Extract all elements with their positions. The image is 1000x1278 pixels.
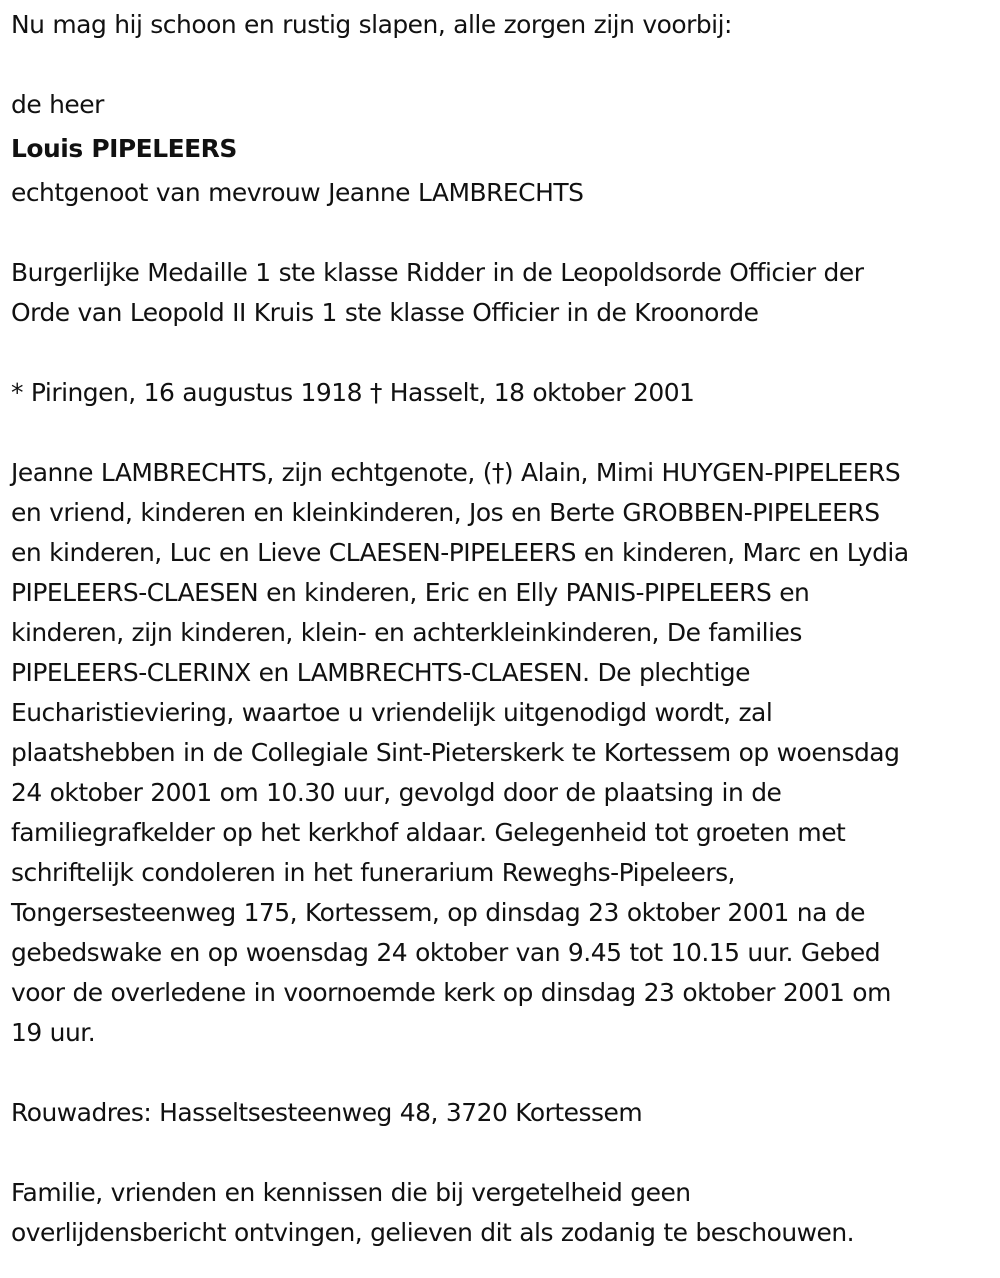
paragraph-line: 24 oktober 2001 om 10.30 uur, gevolgd door de plaatsing in de	[11, 778, 782, 807]
paragraph-line: Tongersesteenweg 175, Kortessem, op dinsdag 23 oktober 2001 na de	[11, 898, 865, 927]
honours-line: Orde van Leopold II Kruis 1 ste klasse Officier in de Kroonorde	[11, 298, 759, 327]
spouse-line: echtgenoot van mevrouw Jeanne LAMBRECHTS	[11, 178, 584, 207]
paragraph-line: 19 uur.	[11, 1018, 96, 1047]
honours-paragraph	[11, 253, 993, 333]
spacer	[11, 1053, 993, 1093]
paragraph-line: en vriend, kinderen en kleinkinderen, Jos en Berte GROBBEN-PIPELEERS	[11, 498, 880, 527]
closing-line: overlijdensbericht ontvingen, gelieven dit als zodanig te beschouwen.	[11, 1218, 855, 1247]
paragraph-line: kinderen, zijn kinderen, klein- en achterkleinkinderen, De families	[11, 618, 802, 647]
closing-paragraph	[11, 1173, 993, 1253]
spacer	[11, 413, 993, 453]
paragraph-line: PIPELEERS-CLAESEN en kinderen, Eric en Elly PANIS-PIPELEERS en	[11, 578, 810, 607]
paragraph-line: familiegrafkelder op het kerkhof aldaar. Gelegenheid tot groeten met	[11, 818, 846, 847]
spacer	[11, 213, 993, 253]
paragraph-line: Jeanne LAMBRECHTS, zijn echtgenote, (†) Alain, Mimi HUYGEN-PIPELEERS	[11, 458, 901, 487]
paragraph-line: gebedswake en op woensdag 24 oktober van 9.45 tot 10.15 uur. Gebed	[11, 938, 881, 967]
birth-death-line: * Piringen, 16 augustus 1918 † Hasselt, 18 oktober 2001	[11, 378, 695, 407]
family-service-paragraph	[11, 453, 993, 1053]
paragraph-line: Eucharistieviering, waartoe u vriendelijk uitgenodigd wordt, zal	[11, 698, 773, 727]
obituary-notice	[11, 0, 993, 1253]
paragraph-line: plaatshebben in de Collegiale Sint-Pieterskerk te Kortessem op woensdag	[11, 738, 900, 767]
paragraph-line: voor de overledene in voornoemde kerk op dinsdag 23 oktober 2001 om	[11, 978, 891, 1007]
paragraph-line: schriftelijk condoleren in het funerarium Reweghs-Pipeleers,	[11, 858, 735, 887]
closing-line: Familie, vrienden en kennissen die bij vergetelheid geen	[11, 1178, 691, 1207]
intro-verse: Nu mag hij schoon en rustig slapen, alle zorgen zijn voorbij:	[11, 10, 732, 39]
spacer	[11, 1133, 993, 1173]
paragraph-line: en kinderen, Luc en Lieve CLAESEN-PIPELEERS en kinderen, Marc en Lydia	[11, 538, 909, 567]
paragraph-line: PIPELEERS-CLERINX en LAMBRECHTS-CLAESEN. De plechtige	[11, 658, 750, 687]
title-prefix: de heer	[11, 90, 104, 119]
deceased-name: Louis PIPELEERS	[11, 134, 237, 163]
spacer	[11, 333, 993, 373]
honours-line: Burgerlijke Medaille 1 ste klasse Ridder in de Leopoldsorde Officier der	[11, 258, 864, 287]
mourning-address: Rouwadres: Hasseltsesteenweg 48, 3720 Kortessem	[11, 1098, 643, 1127]
spacer	[11, 45, 993, 85]
